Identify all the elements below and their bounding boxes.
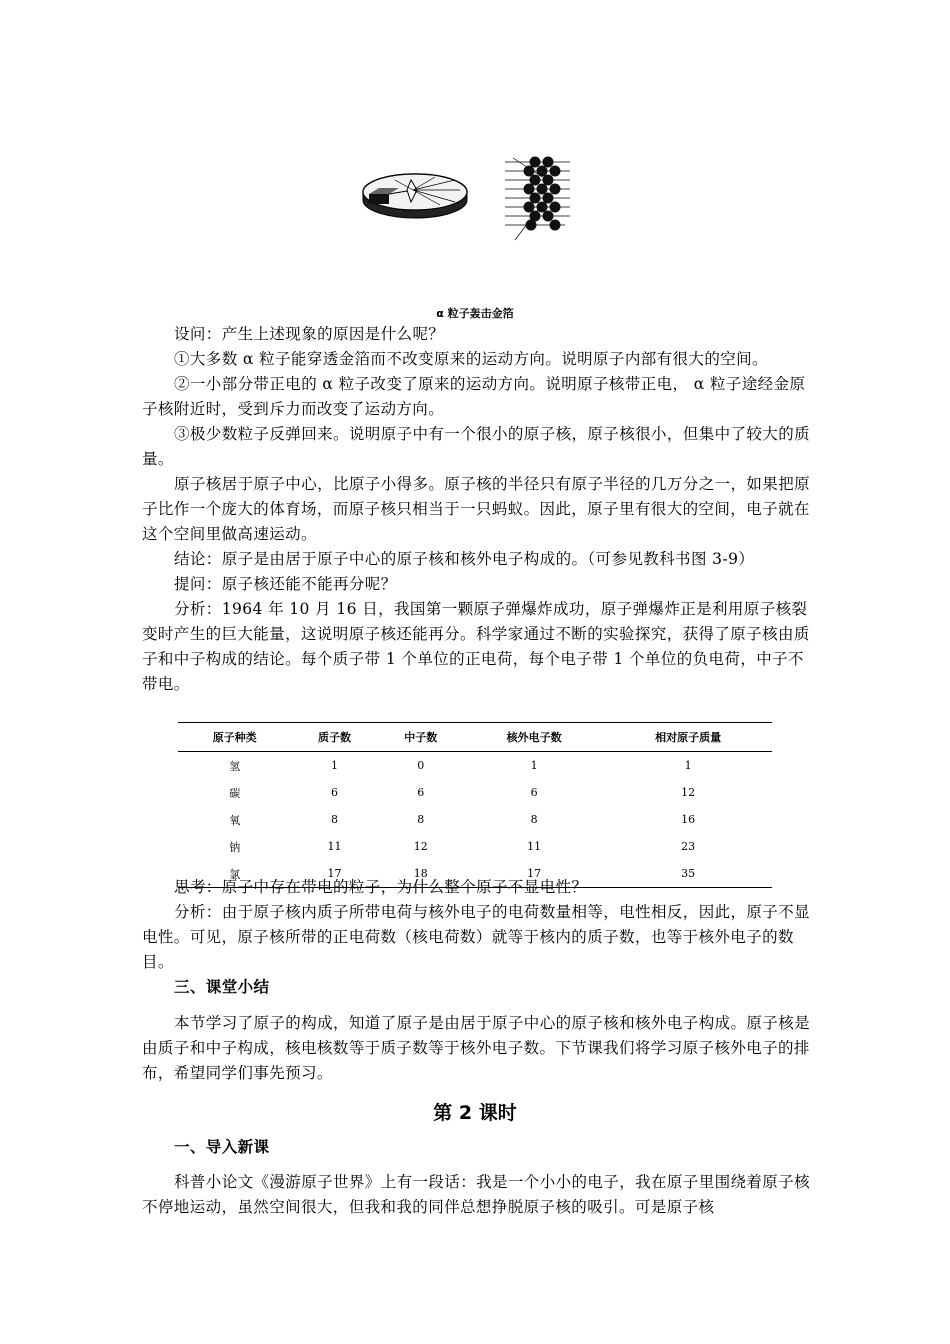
table-cell: 6 <box>417 786 425 799</box>
table-cell: 18 <box>378 860 464 888</box>
paragraph-question-2: 提问：原子核还能不能再分呢？ <box>174 575 397 593</box>
table-cell: 1 <box>530 759 538 772</box>
section-heading-summary: 三、课堂小结 <box>174 978 270 996</box>
figure-caption: α 粒子轰击金箔 <box>436 307 514 320</box>
table-row <box>178 833 772 860</box>
table-header-row <box>178 723 772 752</box>
table-cell: 1 <box>331 759 338 772</box>
table-cell: 17 <box>464 860 604 888</box>
table-cell: 0 <box>417 759 425 772</box>
paragraph-analysis: 分析：1964 年 10 月 16 日，我国第一颗原子弹爆炸成功，原子弹爆炸正是利用原子核裂变时产生的巨大能量，这说明原子核还能再分。科学家通过不断的实验探究，获得了原子核由质子和中子构成的结论。每个质子带 1 个单位的正电荷，每个电子带 1 个单位的负电荷，中子不带电。 <box>142 600 810 693</box>
table-cell: 氢 <box>229 759 241 773</box>
table-header: 核外电子数 <box>464 723 604 752</box>
paragraph-conclusion: 结论：原子是由居于原子中心的原子核和核外电子构成的。（可参见教科书图 3-9） <box>174 550 755 568</box>
table-row <box>178 806 772 833</box>
table-header: 原子种类 <box>178 723 291 752</box>
table-cell: 12 <box>413 840 428 853</box>
table-cell: 碳 <box>229 786 241 800</box>
table-cell: 16 <box>681 813 696 826</box>
table-cell: 6 <box>530 786 538 799</box>
table-cell: 35 <box>604 860 772 888</box>
table-row <box>178 779 772 806</box>
table-cell: 11 <box>527 840 542 853</box>
table-header: 中子数 <box>378 723 464 752</box>
table-cell: 8 <box>530 813 538 826</box>
paragraph-point-3: ③极少数粒子反弹回来。说明原子中有一个很小的原子核，原子核很小，但集中了较大的质量。 <box>142 425 811 468</box>
alpha-scattering-figure <box>355 150 575 250</box>
paragraph-summary: 本节学习了原子的构成，知道了原子是由居于原子中心的原子核和核外电子构成。原子核是由质子和中子构成，核电核数等于质子数等于核外电子数。下节课我们将学习原子核外电子的排布，希望同学们事先预习。 <box>142 1014 811 1082</box>
table-header: 相对原子质量 <box>604 723 772 752</box>
atom-grid-image <box>505 157 570 241</box>
lesson-title: 第 2 课时 <box>433 1102 517 1124</box>
table-cell: 23 <box>681 840 696 853</box>
table-cell: 8 <box>331 813 338 826</box>
table-cell: 17 <box>291 860 377 888</box>
paragraph-analysis-2: 分析：由于原子核内质子所带电荷与核外电子的电荷数量相等，电性相反，因此，原子不显电性。可见，原子核所带的正电荷数（核电荷数）就等于核内的质子数，也等于核外电子的数目。 <box>142 903 811 971</box>
table-cell: 8 <box>417 813 425 826</box>
apparatus-image <box>363 174 467 218</box>
table-cell: 钠 <box>229 840 241 854</box>
table-cell: 氧 <box>229 813 241 827</box>
paragraph-point-2: ②一小部分带正电的 α 粒子改变了原来的运动方向。说明原子核带正电， α 粒子途经金原子核附近时，受到斥力而改变了运动方向。 <box>142 375 806 418</box>
table-cell: 氯 <box>178 860 291 888</box>
table-cell: 6 <box>331 786 338 799</box>
table-cell: 1 <box>684 759 692 772</box>
gold-foil-illustration <box>355 150 575 250</box>
table-row <box>178 752 772 780</box>
table-header: 质子数 <box>291 723 377 752</box>
table-cell: 12 <box>681 786 696 799</box>
table-cell: 11 <box>327 840 342 853</box>
paragraph-think: 思考：原子中存在带电的粒子，为什么整个原子不显电性？ <box>174 878 588 896</box>
paragraph-point-1: ①大多数 α 粒子能穿透金箔而不改变原来的运动方向。说明原子内部有很大的空间。 <box>174 350 768 368</box>
section-heading-intro: 一、导入新课 <box>174 1138 270 1156</box>
paragraph-question: 设问：产生上述现象的原因是什么呢？ <box>174 325 445 343</box>
paragraph-intro: 科普小论文《漫游原子世界》上有一段话：我是一个小小的电子，我在原子里围绕着原子核不停地运动，虽然空间很大，但我和我的同伴总想挣脱原子核的吸引。可是原子核 <box>142 1173 811 1216</box>
paragraph-nucleus: 原子核居于原子中心，比原子小得多。原子核的半径只有原子半径的几万分之一，如果把原子比作一个庞大的体育场，而原子核只相当于一只蚂蚁。因此，原子里有很大的空间，电子就在这个空间里做高速运动。 <box>142 475 811 543</box>
atom-composition-table <box>178 722 772 888</box>
